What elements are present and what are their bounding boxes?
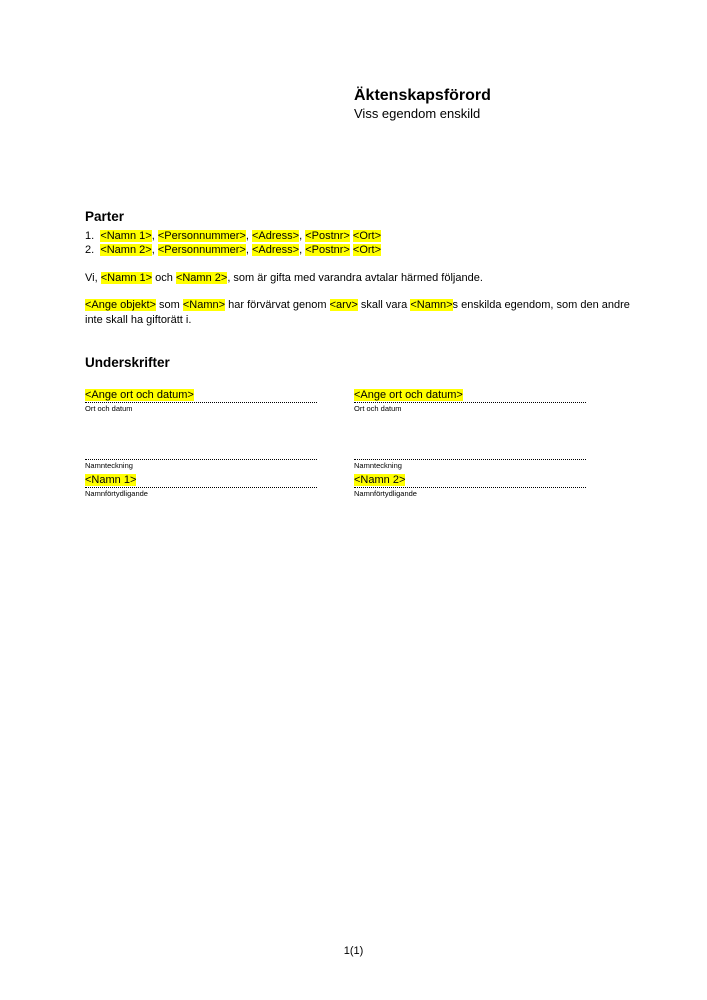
document-subtitle: Viss egendom enskild bbox=[354, 106, 481, 121]
party-line-2: 2. <Namn 2>, <Personnummer>, <Adress>, <Postnr> <Ort> bbox=[85, 244, 382, 256]
signatures-heading: Underskrifter bbox=[85, 355, 170, 370]
party-name-field[interactable]: <Namn 1> bbox=[100, 230, 152, 242]
signature-caption-1: Namnteckning bbox=[85, 461, 133, 470]
page-number: 1(1) bbox=[343, 945, 364, 957]
agreement-paragraph bbox=[85, 271, 483, 285]
clause-text: har förvärvat genom bbox=[225, 299, 330, 311]
party-address-field[interactable]: <Adress> bbox=[251, 230, 300, 242]
party-postnr-field[interactable]: <Postnr> bbox=[305, 244, 350, 256]
party-city-field[interactable]: <Ort> bbox=[352, 230, 382, 242]
party-personnummer-field[interactable]: <Personnummer> bbox=[157, 244, 246, 256]
owner-name-field[interactable]: <Namn> bbox=[182, 299, 226, 311]
party-line-1: 1. <Namn 1>, <Personnummer>, <Adress>, <Postnr> <Ort> bbox=[85, 230, 382, 242]
name1-field[interactable]: <Namn 1> bbox=[100, 272, 153, 284]
signature-caption-2: Namnteckning bbox=[354, 461, 402, 470]
document-title: Äktenskapsförord bbox=[354, 87, 491, 104]
party-personnummer-field[interactable]: <Personnummer> bbox=[157, 230, 246, 242]
printed-name-line-1 bbox=[85, 487, 317, 488]
place-date-field-2[interactable]: <Ange ort och datum> bbox=[354, 389, 463, 401]
signature-line-1[interactable] bbox=[85, 459, 317, 460]
signature-line-2[interactable] bbox=[354, 459, 586, 460]
clause-text: skall vara bbox=[357, 299, 411, 311]
party-address-field[interactable]: <Adress> bbox=[251, 244, 300, 256]
owner-name-field[interactable]: <Namn> bbox=[410, 299, 453, 311]
party-city-field[interactable]: <Ort> bbox=[352, 244, 382, 256]
place-date-line-1 bbox=[85, 402, 317, 403]
party-number: 1. bbox=[85, 230, 95, 242]
clause-text: s enskilda egendom, som den andre inte skall ha giftorätt i. bbox=[85, 299, 630, 326]
printed-name-line-2 bbox=[354, 487, 586, 488]
party-number: 2. bbox=[85, 244, 95, 256]
party-postnr-field[interactable]: <Postnr> bbox=[305, 230, 350, 242]
place-date-field-1[interactable]: <Ange ort och datum> bbox=[85, 389, 194, 401]
agreement-and: och bbox=[152, 272, 176, 284]
object-field[interactable]: <Ange objekt> bbox=[85, 299, 156, 311]
place-date-caption-1: Ort och datum bbox=[85, 404, 133, 413]
acquisition-field[interactable]: <arv> bbox=[329, 299, 358, 311]
place-date-line-2 bbox=[354, 402, 586, 403]
clause-text: som bbox=[155, 299, 183, 311]
party-name-field[interactable]: <Namn 2> bbox=[100, 244, 152, 256]
printed-name-field-2[interactable]: <Namn 2> bbox=[354, 474, 406, 486]
printed-name-field-1[interactable]: <Namn 1> bbox=[85, 474, 137, 486]
printed-name-caption-1: Namnförtydligande bbox=[85, 489, 148, 498]
agreement-prefix: Vi, bbox=[85, 272, 101, 284]
place-date-caption-2: Ort och datum bbox=[354, 404, 402, 413]
parties-heading: Parter bbox=[85, 209, 125, 224]
name2-field[interactable]: <Namn 2> bbox=[175, 272, 228, 284]
printed-name-caption-2: Namnförtydligande bbox=[354, 489, 417, 498]
clause-paragraph bbox=[85, 298, 630, 327]
agreement-suffix: , som är gifta med varandra avtalar härmed följande. bbox=[227, 272, 483, 284]
